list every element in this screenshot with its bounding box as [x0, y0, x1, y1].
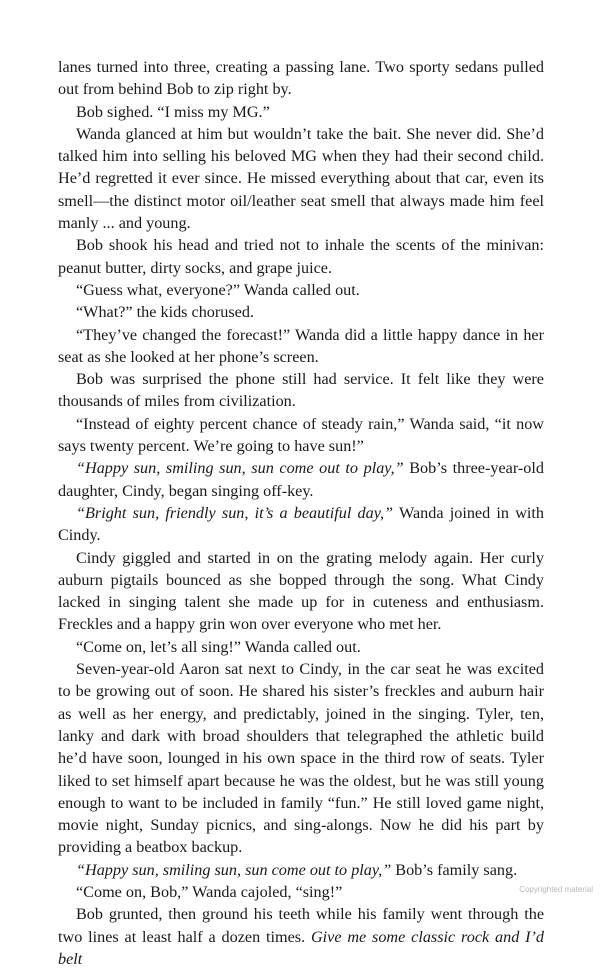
italic-text: Give me some classic rock and I’d belt [58, 927, 544, 968]
paragraph-text: Wanda joined in with Cindy. [58, 503, 544, 545]
paragraph-text: Wanda glanced at him but wouldn’t take the bait. She never did. She’d talked him into selling his beloved MG when they had their second child. He’d regretted it ever since. He missed everything about that car, even its smell—the distinct motor oil/leather seat smell that always made him feel manly ... and young. [58, 124, 544, 233]
paragraph-text: Bob shook his head and tried not to inhale the scents of the minivan: peanut butter, dirty socks, and grape juice. [58, 236, 544, 277]
paragraph-text: lanes turned into three, creating a passing lane. Two sporty sedans pulled out from behind Bob to zip right by. [58, 58, 544, 99]
paragraph [58, 368, 544, 413]
paragraph-text: Bob’s three-year-old daughter, Cindy, began singing off-key. [58, 459, 544, 500]
paragraph [58, 547, 544, 636]
paragraph-text: “What?” the kids chorused. [76, 303, 254, 322]
paragraph-text: “Come on, Bob,” Wanda cajoled, “sing!” [76, 882, 343, 901]
paragraph-text: Bob’s family sang. [391, 860, 518, 879]
book-page [58, 56, 544, 970]
paragraph [58, 56, 544, 101]
paragraph-text: Bob sighed. “I miss my MG.” [76, 102, 270, 121]
paragraph [58, 279, 544, 301]
paragraph [58, 123, 544, 234]
copyright-watermark: Copyrighted material [519, 885, 593, 894]
paragraph [58, 502, 544, 547]
paragraph [58, 903, 544, 970]
paragraph [58, 101, 544, 123]
paragraph [58, 234, 544, 279]
paragraph [58, 636, 544, 658]
paragraph-text: Cindy giggled and started in on the grating melody again. Her curly auburn pigtails bounced as she bopped through the song. What Cindy lacked in singing talent she made up for in cuteness and enthusiasm. Freckles and a happy grin won over everyone who met her. [58, 548, 544, 634]
paragraph-text: Bob grunted, then ground his teeth while his family went through the two lines at least half a dozen times. [58, 905, 544, 946]
paragraph-text: Seven-year-old Aaron sat next to Cindy, in the car seat he was excited to be growing out of soon. He shared his sister’s freckles and auburn hair as well as her energy, and predictably, joined in the singing. Tyler, ten, lanky and dark with broad shoulders that telegraphed the athletic build he’d have soon, lounged in his own space in the third row of seats. Tyler liked to set himself apart because he was the oldest, but he was still young enough to want to be included in family “fun.” He still loved game night, movie night, Sunday picnics, and sing-alongs. Now he did his part by providing a beatbox backup. [58, 660, 544, 857]
italic-text: “Bright sun, friendly sun, it’s a beautiful day,” [76, 503, 394, 522]
paragraph [58, 859, 544, 881]
paragraph [58, 413, 544, 458]
paragraph-text: “They’ve changed the forecast!” Wanda did a little happy dance in her seat as she looked at her phone’s screen. [58, 325, 544, 366]
paragraph [58, 457, 544, 502]
italic-text: “Happy sun, smiling sun, sun come out to play,” [76, 459, 404, 478]
italic-text: “Happy sun, smiling sun, sun come out to play,” [76, 860, 392, 879]
paragraph-text: “Guess what, everyone?” Wanda called out. [76, 280, 360, 299]
paragraph [58, 301, 544, 323]
paragraph-text: “Come on, let’s all sing!” Wanda called out. [76, 637, 361, 656]
paragraph [58, 324, 544, 369]
paragraph [58, 658, 544, 859]
paragraph-text: “Instead of eighty percent chance of steady rain,” Wanda said, “it now says twenty percent. We’re going to have sun!” [58, 414, 544, 456]
paragraph-text: Bob was surprised the phone still had service. It felt like they were thousands of miles from civilization. [58, 370, 544, 411]
